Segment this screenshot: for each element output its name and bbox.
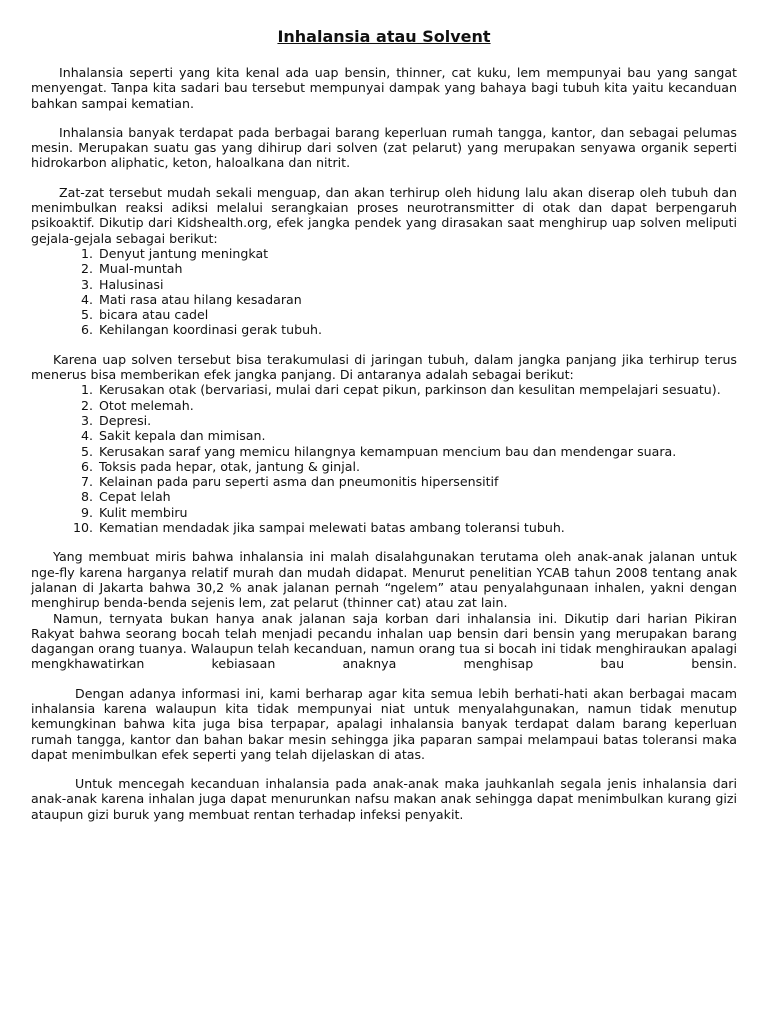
list-item: 5. bicara atau cadel (97, 307, 737, 322)
long-term-effects-list (31, 382, 737, 535)
list-item: 7. Kelainan pada paru seperti asma dan pneumonitis hipersensitif (97, 474, 737, 489)
document-title: Inhalansia atau Solvent (277, 27, 491, 46)
paragraph-prevention: Untuk mencegah kecanduan inhalansia pada anak-anak maka jauhkanlah segala jenis inhalansia dari anak-anak karena inhalan juga dapat menurunkan nafsu makan anak sehingga dapat menimbulkan kurang gizi ataupun gizi buruk yang membuat rentan terhadap infeksi penyakit. (31, 776, 737, 822)
short-term-effects-list (31, 246, 737, 338)
list-item: 6. Kehilangan koordinasi gerak tubuh. (97, 322, 737, 337)
list-item: 8. Cepat lelah (97, 489, 737, 504)
paragraph-effects-intro: Zat-zat tersebut mudah sekali menguap, dan akan terhirup oleh hidung lalu akan diserap oleh tubuh dan menimbulkan reaksi adiksi melalui serangkaian proses neurotransmitter di otak dan dapat berpengaruh psikoaktif. Dikutip dari Kidshealth.org, efek jangka pendek yang dirasakan saat menghirup uap solven meliputi gejala-gejala sebagai berikut: (31, 184, 737, 246)
paragraph-misuse: Yang membuat miris bahwa inhalansia ini malah disalahgunakan terutama oleh anak-anak jalanan untuk nge-fly karena harganya relatif murah dan mudah didapat. Menurut penelitian YCAB tahun 2008 tentang anak jalanan di Jakarta bahwa 30,2 % anak jalanan pernah “ngelem” atau penyalahgunaan inhalen, yakni dengan menghirup benda-benda sejenis lem, zat pelarut (thinner cat) atau zat lain. (31, 549, 737, 611)
list-item: 10. Kematian mendadak jika sampai melewati batas ambang toleransi tubuh. (97, 520, 737, 535)
list-item: 9. Kulit membiru (97, 505, 737, 520)
list-item: 1. Kerusakan otak (bervariasi, mulai dari cepat pikun, parkinson dan kesulitan mempelajari sesuatu). (97, 382, 737, 397)
list-item: 2. Mual-muntah (97, 261, 737, 276)
paragraph-case: Namun, ternyata bukan hanya anak jalanan saja korban dari inhalansia ini. Dikutip dari harian Pikiran Rakyat bahwa seorang bocah telah menjadi pecandu inhalan uap bensin dari bensin yang merupakan barang dagangan orang tuanya. Walaupun telah kecanduan, namun orang tua si bocah ini tidak menghiraukan apalagi mengkhawatirkan kebiasaan anaknya menghisap bau bensin. (31, 610, 737, 672)
paragraph-sources: Inhalansia banyak terdapat pada berbagai barang keperluan rumah tangga, kantor, dan sebagai pelumas mesin. Merupakan suatu gas yang dihirup dari solven (zat pelarut) yang merupakan senyawa organik seperti hidrokarbon aliphatic, keton, haloalkana dan nitrit. (31, 124, 737, 171)
paragraph-awareness: Dengan adanya informasi ini, kami berharap agar kita semua lebih berhati-hati akan berbagai macam inhalansia karena walaupun kita tidak mempunyai niat untuk menyalahgunakan, namun tidak menutup kemungkinan bahwa kita juga bisa terpapar, apalagi inhalansia banyak terdapat dalam barang keperluan rumah tangga, kantor dan bahan bakar mesin sehingga jika paparan sampai melampaui batas toleransi maka dapat menimbulkan efek seperti yang telah dijelaskan di atas. (31, 685, 737, 762)
paragraph-long-term-intro: Karena uap solven tersebut bisa terakumulasi di jaringan tubuh, dalam jangka panjang jika terhirup terus menerus bisa memberikan efek jangka panjang. Di antaranya adalah sebagai berikut: (31, 351, 737, 383)
list-item: 4. Sakit kepala dan mimisan. (97, 428, 737, 443)
list-item: 3. Halusinasi (97, 277, 737, 292)
list-item: 6. Toksis pada hepar, otak, jantung & ginjal. (97, 459, 737, 474)
list-item: 4. Mati rasa atau hilang kesadaran (97, 292, 737, 307)
list-item: 1. Denyut jantung meningkat (97, 246, 737, 261)
list-item: 3. Depresi. (97, 413, 737, 428)
list-item: 5. Kerusakan saraf yang memicu hilangnya kemampuan mencium bau dan mendengar suara. (97, 444, 737, 459)
paragraph-intro: Inhalansia seperti yang kita kenal ada uap bensin, thinner, cat kuku, lem mempunyai bau yang sangat menyengat. Tanpa kita sadari bau tersebut mempunyai dampak yang bahaya bagi tubuh kita yaitu kecanduan bahkan sampai kematian. (31, 65, 737, 111)
list-item: 2. Otot melemah. (97, 398, 737, 413)
